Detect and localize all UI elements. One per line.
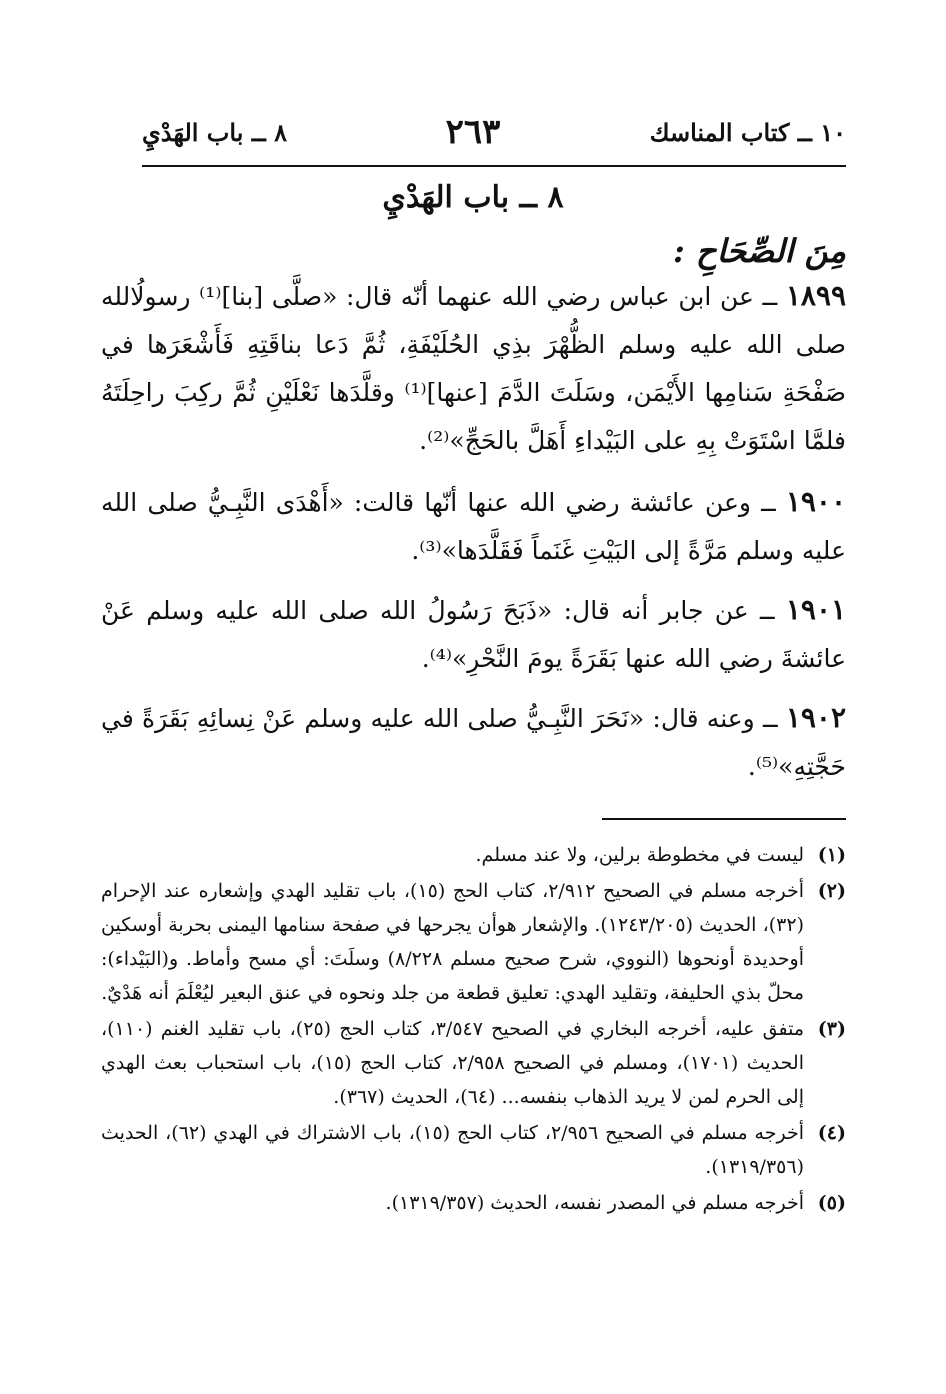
- footnote-number: (٤): [817, 1122, 846, 1144]
- footnote-text: ليست في مخطوطة برلين، ولا عند مسلم.: [475, 844, 804, 866]
- footnote: [101, 838, 846, 872]
- hadith-text: ــ وعن عائشة رضي الله عنها أنّها قالت: «أَهْدَى النَّبِـيُّ صلى الله عليه وسلم مَرَّةً إلى البَيْتِ غَنَماً فَقَلَّدَها»⁽³⁾.: [101, 488, 846, 565]
- source-label: مِنَ الصِّحَاحِ :: [672, 232, 846, 270]
- hadith-text: ــ وعنه قال: «نَحَرَ النَّبِـيُّ صلى الله عليه وسلم عَنْ نِسائِهِ بَقَرَةً في حَجَّتِهِ»⁽⁵⁾.: [101, 704, 846, 781]
- hadith-number: ١٩٠٠: [785, 485, 846, 518]
- footnote: [101, 874, 846, 1010]
- header-rule: [142, 165, 846, 167]
- footnote: [101, 1116, 846, 1184]
- running-header-book: ١٠ ــ كتاب المناسك: [649, 118, 846, 147]
- hadith-number: ١٨٩٩: [785, 279, 846, 312]
- footnotes: [101, 838, 846, 1222]
- footnote-text: أخرجه مسلم في الصحيح ٢/٩٥٦، كتاب الحج (١٥)، باب الاشتراك في الهدي (٦٢)، الحديث (١٣١٩/٣٥٦).: [101, 1122, 804, 1178]
- footnote: [101, 1012, 846, 1114]
- footnote-text: أخرجه مسلم في الصحيح ٢/٩١٢، كتاب الحج (١٥)، باب تقليد الهدي وإشعاره عند الإحرام (٣٢)، الحديث (١٢٤٣/٢٠٥). والإشعار هوأن يجرحها في صفحة سنامها اليمنى بحربة أوسكين أوحديدة أونحوها (النووي، شرح صحيح مسلم ٨/٢٢٨) وسلَتَ: أي مسح وأماط. و(البَيْداء): محلّ بذي الحليفة، وتقليد الهدي: تعليق قطعة من جلد ونحوه في عنق البعير ليُعْلَمَ أنه هَدْيٌ.: [101, 880, 805, 1004]
- hadith-number: ١٩٠١: [785, 593, 847, 626]
- footnote-text: متفق عليه، أخرجه البخاري في الصحيح ٣/٥٤٧، كتاب الحج (٢٥)، باب تقليد الغنم (١١٠)، الحديث (١٧٠١)، ومسلم في الصحيح ٢/٩٥٨، كتاب الحج (١٥)، باب استحباب بعث الهدي إلى الحرم لمن لا يريد الذهاب بنفسه... (٦٤)، الحديث (٣٦٧).: [101, 1018, 804, 1108]
- footnote-number: (١): [817, 844, 846, 866]
- chapter-title: ٨ ــ باب الهَدْيِ: [382, 180, 564, 215]
- hadith-1902: [101, 694, 846, 791]
- page-number: ٢٦٣: [445, 112, 501, 152]
- footnote-text: أخرجه مسلم في المصدر نفسه، الحديث (١٣١٩/٣٥٧).: [385, 1192, 804, 1214]
- footnote-number: (٢): [817, 880, 846, 902]
- footnote-rule: [602, 818, 846, 820]
- hadith-1901: [101, 586, 846, 683]
- hadith-1899: [101, 272, 846, 465]
- footnote: [101, 1186, 846, 1220]
- hadith-text: ــ عن ابن عباس رضي الله عنهما أنّه قال: «صلَّى [بنا]⁽¹⁾ رسولُالله صلى الله عليه وسلم الظُّهْرَ بذِي الحُلَيْفَةِ، ثُمَّ دَعا بناقَتِهِ فَأَشْعَرَها في صَفْحَةِ سَنامِها الأَيْمَن، وسَلَتَ الدَّمَ [عنها]⁽¹⁾ وقلَّدَها نَعْلَيْنِ ثُمَّ ركِبَ راحِلَتَهُ فلمَّا اسْتَوَتْ بِهِ على البَيْداءِ أَهَلَّ بالحَجِّ»⁽²⁾.: [101, 282, 846, 455]
- hadith-1900: [101, 478, 846, 575]
- footnote-number: (٣): [817, 1018, 846, 1040]
- hadith-number: ١٩٠٢: [785, 701, 846, 734]
- footnote-number: (٥): [817, 1192, 846, 1214]
- hadith-text: ــ عن جابر أنه قال: «ذَبَحَ رَسُولُ الله صلى الله عليه وسلم عَنْ عائشةَ رضي الله عنها بَقَرَةً يومَ النَّحْرِ»⁽⁴⁾.: [101, 596, 846, 673]
- running-header-chapter: ٨ ــ باب الهَدْيِ: [142, 118, 288, 147]
